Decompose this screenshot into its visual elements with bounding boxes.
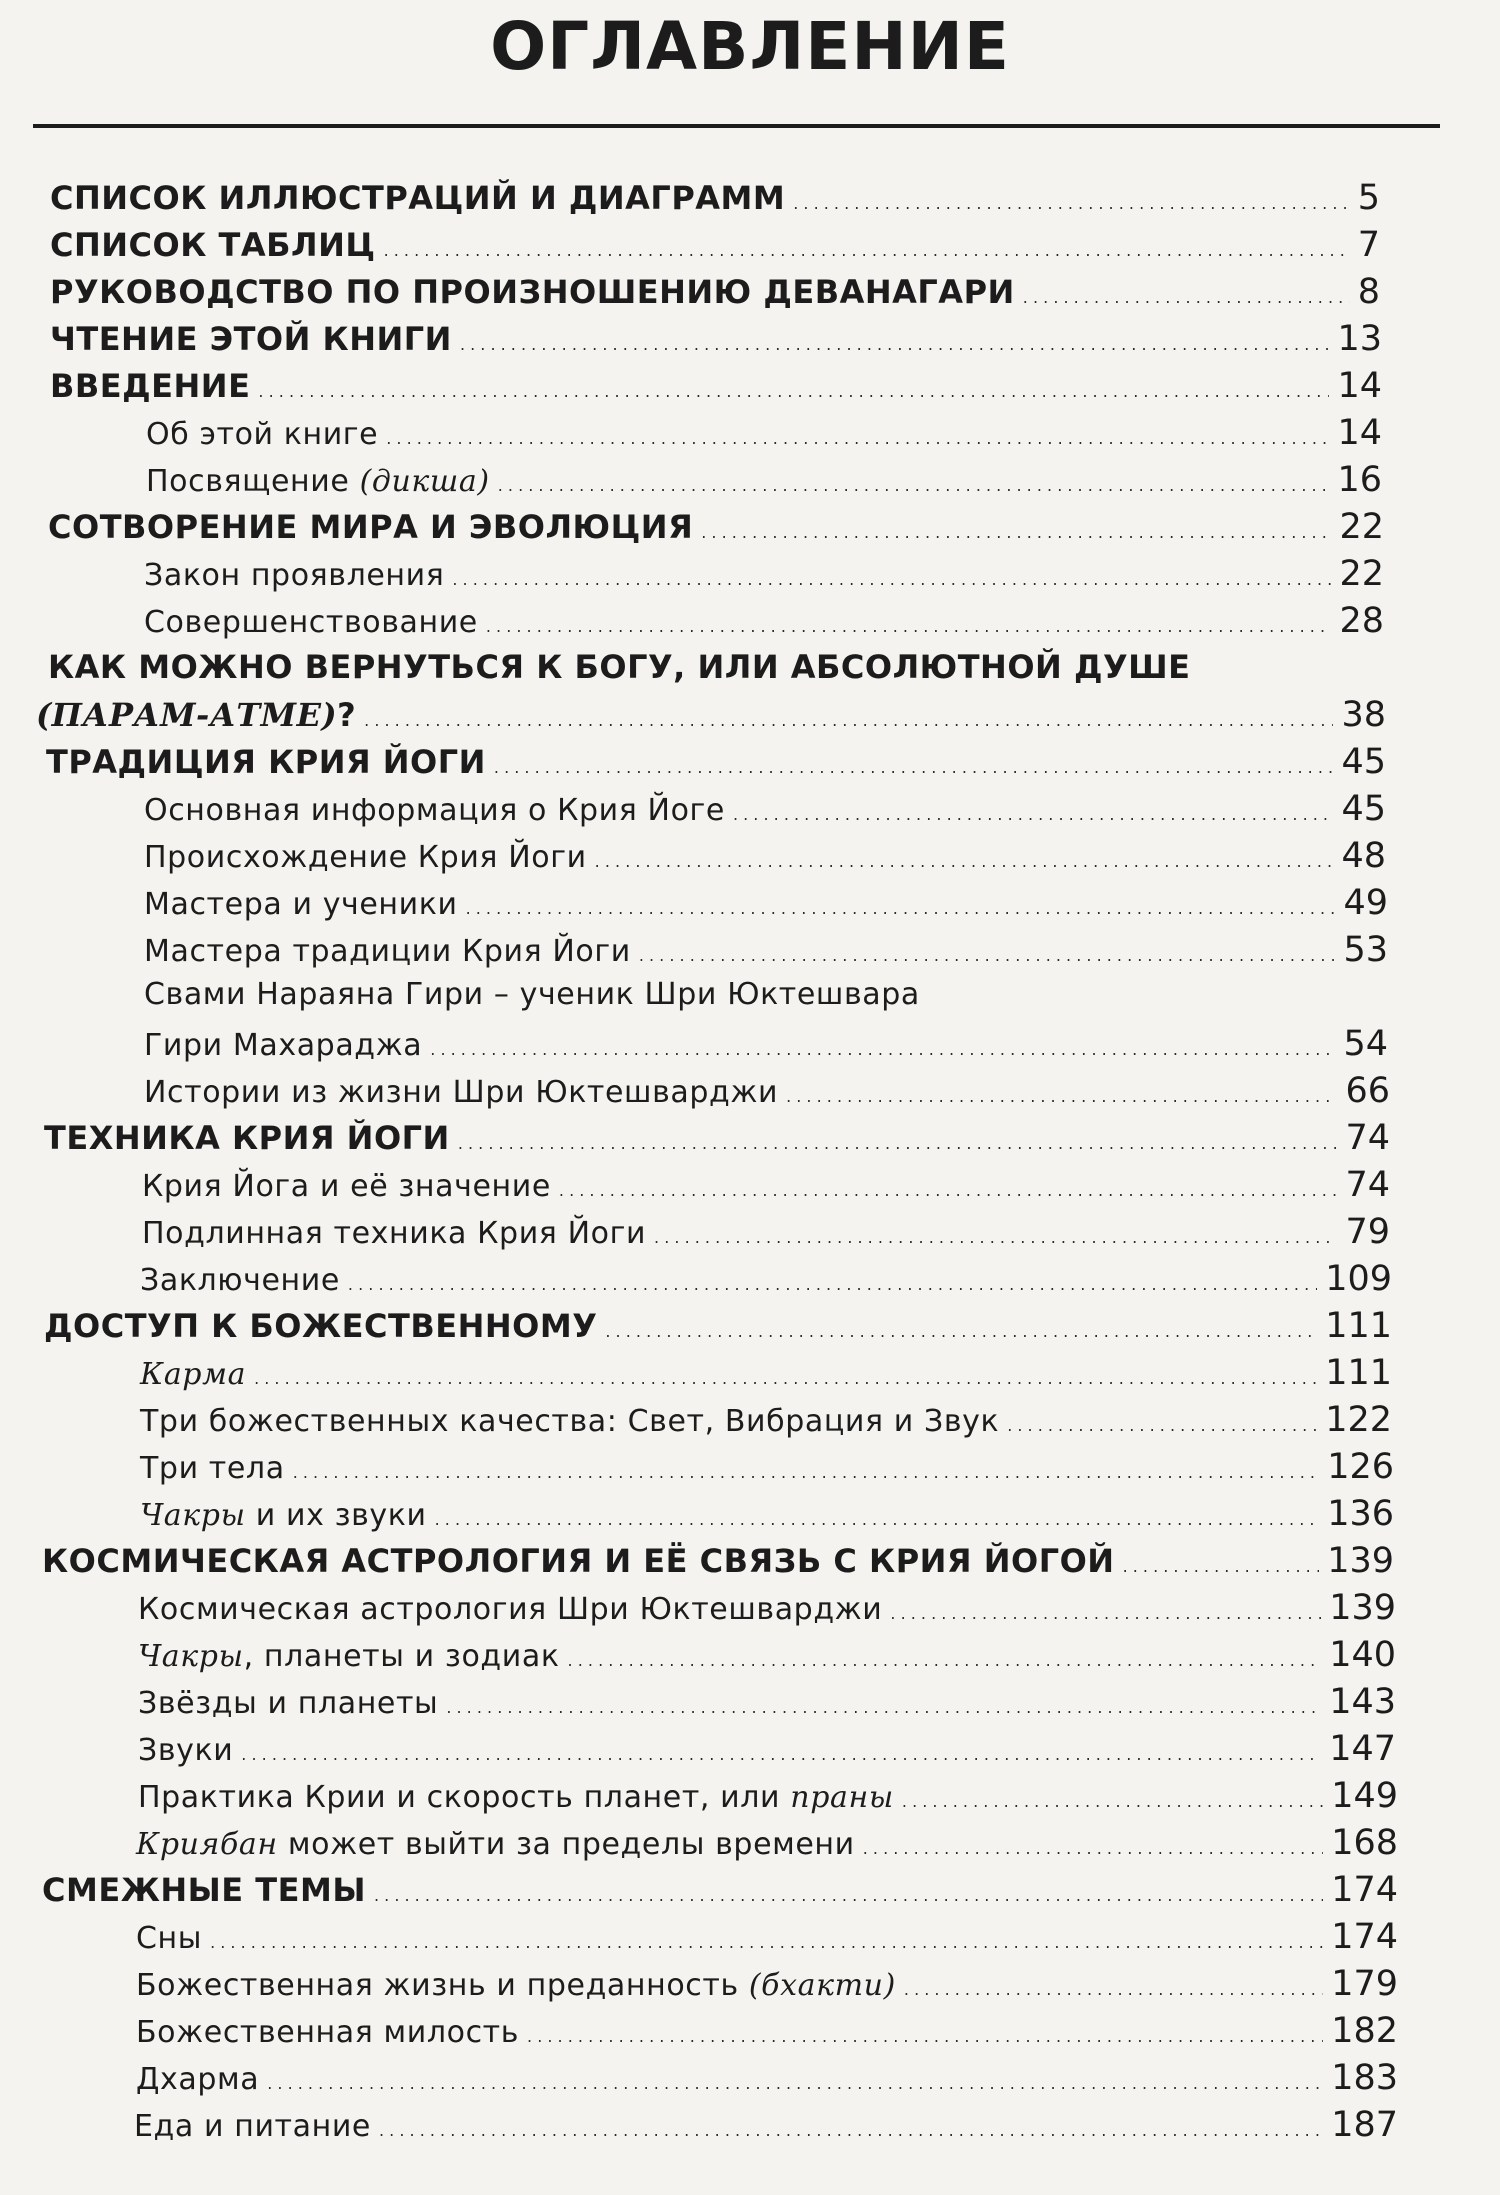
toc-entry-text: СМЕЖНЫЕ ТЕМЫ <box>42 1871 366 1909</box>
toc-entry-title <box>144 934 631 969</box>
toc-section-entry <box>138 1682 1396 1726</box>
toc-page-number: 53 <box>1343 930 1388 970</box>
dot-leader <box>435 1510 1320 1529</box>
toc-page-number: 45 <box>1341 742 1386 782</box>
toc-entry-text: ТЕХНИКА КРИЯ ЙОГИ <box>44 1119 450 1157</box>
toc-entry-title <box>144 887 458 922</box>
toc-chapter-entry <box>48 507 1384 551</box>
toc-page-number: 182 <box>1331 2011 1398 2051</box>
toc-entry-text: Дхарма <box>136 2062 260 2097</box>
toc-page-number: 54 <box>1343 1024 1388 1064</box>
toc-page-number: 28 <box>1339 601 1384 641</box>
toc-section-entry <box>144 789 1386 833</box>
dot-leader <box>466 899 1336 918</box>
toc-entry-title <box>136 2062 259 2097</box>
toc-page-number: 48 <box>1341 836 1386 876</box>
toc-section-entry <box>144 930 1388 974</box>
toc-entry-italic-term: (дикша) <box>359 464 490 499</box>
toc-chapter-entry <box>50 225 1380 269</box>
dot-leader <box>595 852 1334 871</box>
toc-entry-text: СОТВОРЕНИЕ МИРА И ЭВОЛЮЦИЯ <box>48 508 694 546</box>
dot-leader <box>364 711 1333 730</box>
toc-entry-text: Мастера традиции Крия Йоги <box>144 934 631 969</box>
toc-entry-text: Божественная жизнь и преданность <box>136 1968 749 2003</box>
toc-entry-text: Заключение <box>140 1263 340 1298</box>
dot-leader <box>241 1745 1321 1764</box>
toc-entry-title <box>36 696 356 734</box>
toc-chapter-entry <box>50 366 1382 410</box>
toc-entry-title <box>50 179 785 217</box>
dot-leader <box>904 1980 1323 1999</box>
toc-page-number: 147 <box>1329 1729 1396 1769</box>
toc-section-entry <box>140 1447 1394 1491</box>
dot-leader <box>458 1134 1338 1153</box>
toc-section-entry <box>146 460 1382 504</box>
dot-leader <box>267 2074 1323 2093</box>
toc-page-number: 14 <box>1337 366 1382 406</box>
toc-chapter-entry <box>50 178 1380 222</box>
toc-entry-italic-term: Карма <box>140 1357 247 1392</box>
toc-section-entry <box>140 1400 1392 1444</box>
toc-entry-text: Совершенствование <box>144 605 478 640</box>
toc-chapter-entry <box>44 1118 1390 1162</box>
toc-page-number: 143 <box>1329 1682 1396 1722</box>
toc-page-number: 109 <box>1325 1259 1392 1299</box>
dot-leader <box>1007 1416 1317 1435</box>
toc-entry-italic-term: (ПАРАМ-АТМЕ) <box>36 696 338 734</box>
toc-section-entry <box>140 1353 1392 1397</box>
toc-page-number: 13 <box>1337 319 1382 359</box>
toc-entry-text: ТРАДИЦИЯ КРИЯ ЙОГИ <box>46 743 486 781</box>
toc-entry-text: КАК МОЖНО ВЕРНУТЬСЯ К БОГУ, ИЛИ АБСОЛЮТНОЙ ДУШЕ <box>48 648 1191 686</box>
toc-chapter-entry <box>50 319 1382 363</box>
toc-page-number: 74 <box>1345 1118 1390 1158</box>
toc-chapter-entry <box>44 1306 1392 1350</box>
toc-entry-text: Крия Йога и её значение <box>142 1169 551 1204</box>
toc-entry-title <box>140 1357 246 1392</box>
dot-leader <box>1023 288 1350 307</box>
toc-section-entry <box>146 413 1382 457</box>
toc-section-entry <box>144 977 1388 1021</box>
toc-entry-title <box>144 840 587 875</box>
dot-leader <box>386 429 1329 448</box>
dot-leader <box>654 1228 1337 1247</box>
toc-page-number: 7 <box>1357 225 1380 265</box>
toc-entry-text: Гири Махараджа <box>144 1028 423 1063</box>
toc-entry-text-tail: и их звуки <box>245 1498 427 1533</box>
toc-entry-title <box>136 1921 202 1956</box>
dot-leader <box>254 1369 1317 1388</box>
dot-leader <box>379 2121 1323 2140</box>
toc-entry-title <box>42 1871 366 1909</box>
dot-leader <box>863 1839 1323 1858</box>
toc-entry-title <box>136 2015 519 2050</box>
toc-entry-text: Божественная милость <box>136 2015 520 2050</box>
toc-section-entry <box>144 601 1384 645</box>
toc-page-number: 14 <box>1337 413 1382 453</box>
dot-leader <box>701 523 1331 542</box>
dot-leader <box>384 241 1350 260</box>
toc-entry-title <box>144 605 478 640</box>
toc-entry-title <box>142 1216 646 1251</box>
toc-section-entry <box>138 1729 1396 1773</box>
toc-entry-title <box>140 1451 285 1486</box>
toc-page-number: 22 <box>1339 507 1384 547</box>
toc-section-entry <box>138 1776 1398 1820</box>
toc-entry-title <box>46 743 486 781</box>
toc-entry-title <box>138 1639 560 1674</box>
toc-entry-title <box>134 2109 371 2144</box>
dot-leader <box>430 1040 1335 1059</box>
dot-leader <box>210 1933 1323 1952</box>
toc-entry-title <box>50 367 250 405</box>
toc-page-number: 22 <box>1339 554 1384 594</box>
toc-page-number: 122 <box>1325 1400 1392 1440</box>
toc-chapter-entry <box>42 1541 1394 1585</box>
toc-section-entry <box>136 1917 1398 1961</box>
toc-page-number: 174 <box>1331 1917 1398 1957</box>
page-title: ОГЛАВЛЕНИЕ <box>490 8 1010 85</box>
toc-page-number: 16 <box>1337 460 1382 500</box>
toc-section-entry <box>140 1494 1394 1538</box>
toc-chapter-entry <box>46 742 1386 786</box>
toc-section-entry <box>136 2058 1398 2102</box>
toc-chapter-entry <box>42 1870 1398 1914</box>
toc-entry-text: Об этой книге <box>146 417 379 452</box>
toc-entry-text: ЧТЕНИЕ ЭТОЙ КНИГИ <box>50 320 452 358</box>
toc-entry-text: Истории из жизни Шри Юктешварджи <box>144 1075 779 1110</box>
toc-page-number: 179 <box>1331 1964 1398 2004</box>
dot-leader <box>348 1275 1317 1294</box>
toc-section-entry <box>144 883 1388 927</box>
toc-entry-italic-term: (бхакти) <box>748 1968 896 2003</box>
toc-entry-title <box>144 1075 778 1110</box>
toc-section-entry <box>138 1588 1396 1632</box>
toc-page-number: 174 <box>1331 1870 1398 1910</box>
toc-chapter-entry <box>36 695 1386 739</box>
dot-leader <box>452 570 1331 589</box>
toc-entry-title <box>42 1542 1115 1580</box>
toc-page-number: 139 <box>1329 1588 1396 1628</box>
toc-entry-text-tail: ? <box>337 696 357 734</box>
toc-entry-text: ВВЕДЕНИЕ <box>50 367 251 405</box>
toc-entry-text: Звёзды и планеты <box>138 1686 439 1721</box>
dot-leader <box>639 946 1336 965</box>
toc-section-entry <box>136 1823 1398 1867</box>
dot-leader <box>568 1651 1322 1670</box>
dot-leader <box>890 1604 1321 1623</box>
toc-section-entry <box>138 1635 1396 1679</box>
dot-leader <box>374 1886 1323 1905</box>
toc-entry-text: Свами Нараяна Гири – ученик Шри Юктешвара <box>144 977 920 1012</box>
toc-entry-title <box>142 1169 551 1204</box>
toc-page-number: 5 <box>1357 178 1380 218</box>
toc-entry-title <box>138 1733 233 1768</box>
toc-entry-title <box>140 1404 999 1439</box>
dot-leader <box>527 2027 1323 2046</box>
toc-page-number: 149 <box>1331 1776 1398 1816</box>
dot-leader <box>258 382 1329 401</box>
toc-entry-text: СПИСОК ТАБЛИЦ <box>50 226 376 264</box>
toc-entry-title <box>144 977 920 1012</box>
toc-page-number: 136 <box>1327 1494 1394 1534</box>
toc-entry-title <box>140 1498 427 1533</box>
toc-entry-text: Посвящение <box>146 464 360 499</box>
toc-section-entry <box>142 1165 1390 1209</box>
toc-entry-text: Основная информация о Крия Йоге <box>144 793 725 828</box>
toc-entry-text: РУКОВОДСТВО ПО ПРОИЗНОШЕНИЮ ДЕВАНАГАРИ <box>50 273 1015 311</box>
toc-section-entry <box>134 2105 1398 2149</box>
dot-leader <box>460 335 1330 354</box>
toc-page-number: 111 <box>1325 1306 1392 1346</box>
toc-entry-title <box>50 320 452 358</box>
toc-entry-title <box>136 1968 896 2003</box>
toc-page-number: 140 <box>1329 1635 1396 1675</box>
toc-page-number: 74 <box>1345 1165 1390 1205</box>
toc-entry-text: СПИСОК ИЛЛЮСТРАЦИЙ И ДИАГРАММ <box>50 179 786 217</box>
toc-entry-text: Мастера и ученики <box>144 887 458 922</box>
toc-entry-text: Космическая астрология Шри Юктешварджи <box>138 1592 883 1627</box>
toc-entry-title <box>138 1686 438 1721</box>
dot-leader <box>446 1698 1321 1717</box>
toc-entry-italic-term: Криябан <box>136 1827 278 1862</box>
toc-entry-text-tail: , планеты и зодиак <box>243 1639 560 1674</box>
toc-entry-text-tail: может выйти за пределы времени <box>277 1827 855 1862</box>
toc-entry-text: Практика Крии и скорость планет, или <box>138 1780 791 1815</box>
toc-entry-title <box>136 1827 855 1862</box>
toc-page-number: 187 <box>1331 2105 1398 2145</box>
toc-entry-title <box>140 1263 340 1298</box>
toc-section-entry <box>144 1071 1390 1115</box>
dot-leader <box>605 1322 1317 1341</box>
toc-page-number: 126 <box>1327 1447 1394 1487</box>
dot-leader <box>786 1087 1337 1106</box>
toc-section-entry <box>136 1964 1398 2008</box>
toc-entry-text: Происхождение Крия Йоги <box>144 840 587 875</box>
dot-leader <box>1123 1557 1320 1576</box>
toc-entry-text: КОСМИЧЕСКАЯ АСТРОЛОГИЯ И ЕЁ СВЯЗЬ С КРИЯ ЙОГОЙ <box>42 1542 1115 1580</box>
toc-section-entry <box>142 1212 1390 1256</box>
toc-entry-text: Сны <box>136 1921 203 1956</box>
toc-section-entry <box>144 836 1386 880</box>
toc-chapter-entry <box>48 648 1384 692</box>
dot-leader <box>902 1792 1323 1811</box>
toc-page-number: 139 <box>1327 1541 1394 1581</box>
toc-entry-title <box>44 1307 597 1345</box>
dot-leader <box>733 805 1334 824</box>
dot-leader <box>498 476 1330 495</box>
toc-section-entry <box>144 554 1384 598</box>
toc-entry-text: ДОСТУП К БОЖЕСТВЕННОМУ <box>44 1307 598 1345</box>
toc-entry-title <box>146 417 378 452</box>
dot-leader <box>494 758 1334 777</box>
toc-page-number: 183 <box>1331 2058 1398 2098</box>
dot-leader <box>559 1181 1338 1200</box>
toc-entry-title <box>50 226 376 264</box>
toc-page-number: 111 <box>1325 1353 1392 1393</box>
toc-chapter-entry <box>50 272 1380 316</box>
toc-page-number: 168 <box>1331 1823 1398 1863</box>
toc-entry-title <box>44 1119 450 1157</box>
toc-page-number: 45 <box>1341 789 1386 829</box>
toc-entry-title <box>144 793 725 828</box>
toc-entry-text: Три тела <box>140 1451 285 1486</box>
toc-section-entry <box>144 1024 1388 1068</box>
toc-entry-italic-term: Чакры <box>140 1498 246 1533</box>
toc-entry-text: Подлинная техника Крия Йоги <box>142 1216 647 1251</box>
toc-entry-text: Еда и питание <box>134 2109 371 2144</box>
toc-section-entry <box>136 2011 1398 2055</box>
toc-entry-title <box>48 648 1191 686</box>
toc-page-number: 49 <box>1343 883 1388 923</box>
toc-entry-title <box>50 273 1015 311</box>
toc-entry-text: Три божественных качества: Свет, Вибрация и Звук <box>140 1404 1000 1439</box>
toc-entry-title <box>144 1028 422 1063</box>
toc-entry-title <box>48 508 693 546</box>
dot-leader <box>793 194 1350 213</box>
toc-entry-title <box>138 1780 894 1815</box>
toc-page-number: 66 <box>1345 1071 1390 1111</box>
toc-entry-text: Звуки <box>138 1733 234 1768</box>
toc-page-number: 8 <box>1357 272 1380 312</box>
toc-entry-italic-term: Чакры <box>138 1639 244 1674</box>
toc-page-number: 79 <box>1345 1212 1390 1252</box>
dot-leader <box>486 617 1332 636</box>
toc-entry-title <box>138 1592 882 1627</box>
toc-section-entry <box>140 1259 1392 1303</box>
toc-entry-title <box>146 464 490 499</box>
toc-entry-text: Закон проявления <box>144 558 445 593</box>
dot-leader <box>293 1463 1319 1482</box>
toc-entry-italic-term: праны <box>790 1780 894 1815</box>
toc-entry-title <box>144 558 444 593</box>
toc-page-number: 38 <box>1341 695 1386 735</box>
